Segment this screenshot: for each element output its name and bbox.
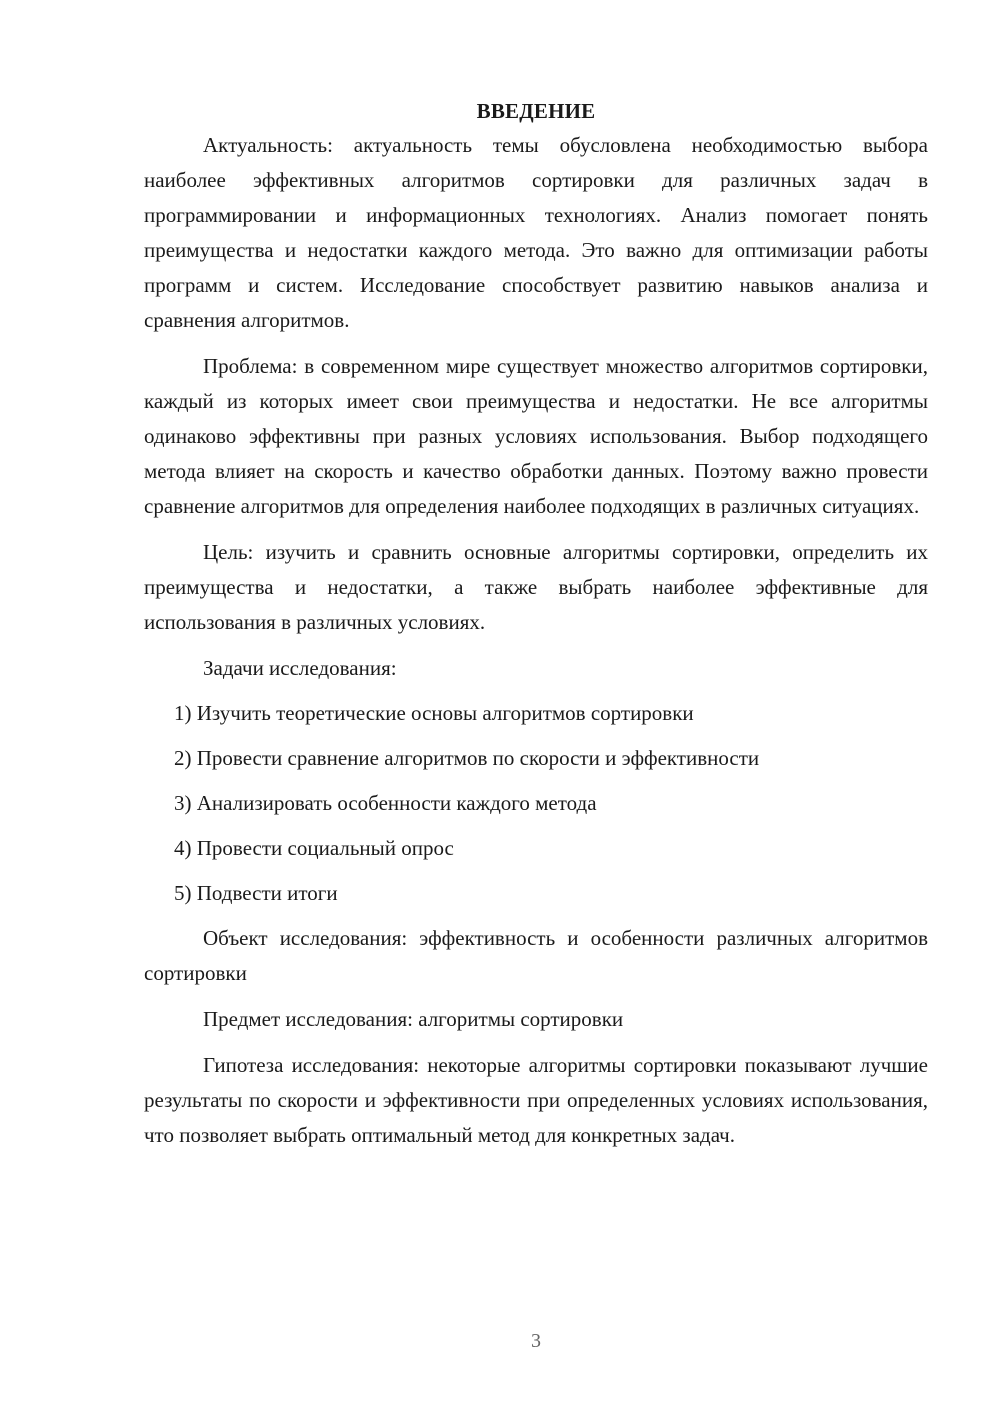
- goal-paragraph: Цель: изучить и сравнить основные алгоритмы сортировки, определить их преимущества и недостатки, а также выбрать наиболее эффективные для использования в различных условиях.: [144, 540, 928, 634]
- tasks-heading: Задачи исследования:: [203, 656, 397, 680]
- problem-paragraph: Проблема: в современном мире существует множество алгоритмов сортировки, каждый из которых имеет свои преимущества и недостатки. Не все алгоритмы одинаково эффективны при разных условиях использования. Выбор подходящего метода влияет на скорость и качество обработки данных. Поэтому важно провести сравнение алгоритмов для определения наиболее подходящих в различных ситуациях.: [144, 354, 928, 518]
- task-item: 3) Анализировать особенности каждого метода: [174, 791, 597, 815]
- task-item: 1) Изучить теоретические основы алгоритмов сортировки: [174, 701, 694, 725]
- hypothesis-paragraph: Гипотеза исследования: некоторые алгоритмы сортировки показывают лучшие результаты по скорости и эффективности при определенных условиях использования, что позволяет выбрать оптимальный метод для конкретных задач.: [144, 1053, 928, 1147]
- task-item: 5) Подвести итоги: [174, 881, 338, 905]
- task-item: 4) Провести социальный опрос: [174, 836, 454, 860]
- page-content: [144, 96, 928, 1164]
- page-number: 3: [531, 1330, 541, 1352]
- tasks-list: [144, 696, 928, 911]
- relevance-paragraph: Актуальность: актуальность темы обусловлена необходимостью выбора наиболее эффективных алгоритмов сортировки для различных задач в программировании и информационных технологиях. Анализ помогает понять преимущества и недостатки каждого метода. Это важно для оптимизации работы программ и систем. Исследование способствует развитию навыков анализа и сравнения алгоритмов.: [144, 133, 928, 332]
- object-paragraph: Объект исследования: эффективность и особенности различных алгоритмов сортировки: [144, 926, 928, 985]
- section-title: ВВЕДЕНИЕ: [476, 99, 596, 123]
- task-item: 2) Провести сравнение алгоритмов по скорости и эффективности: [174, 746, 760, 770]
- subject-paragraph: Предмет исследования: алгоритмы сортировки: [203, 1007, 624, 1031]
